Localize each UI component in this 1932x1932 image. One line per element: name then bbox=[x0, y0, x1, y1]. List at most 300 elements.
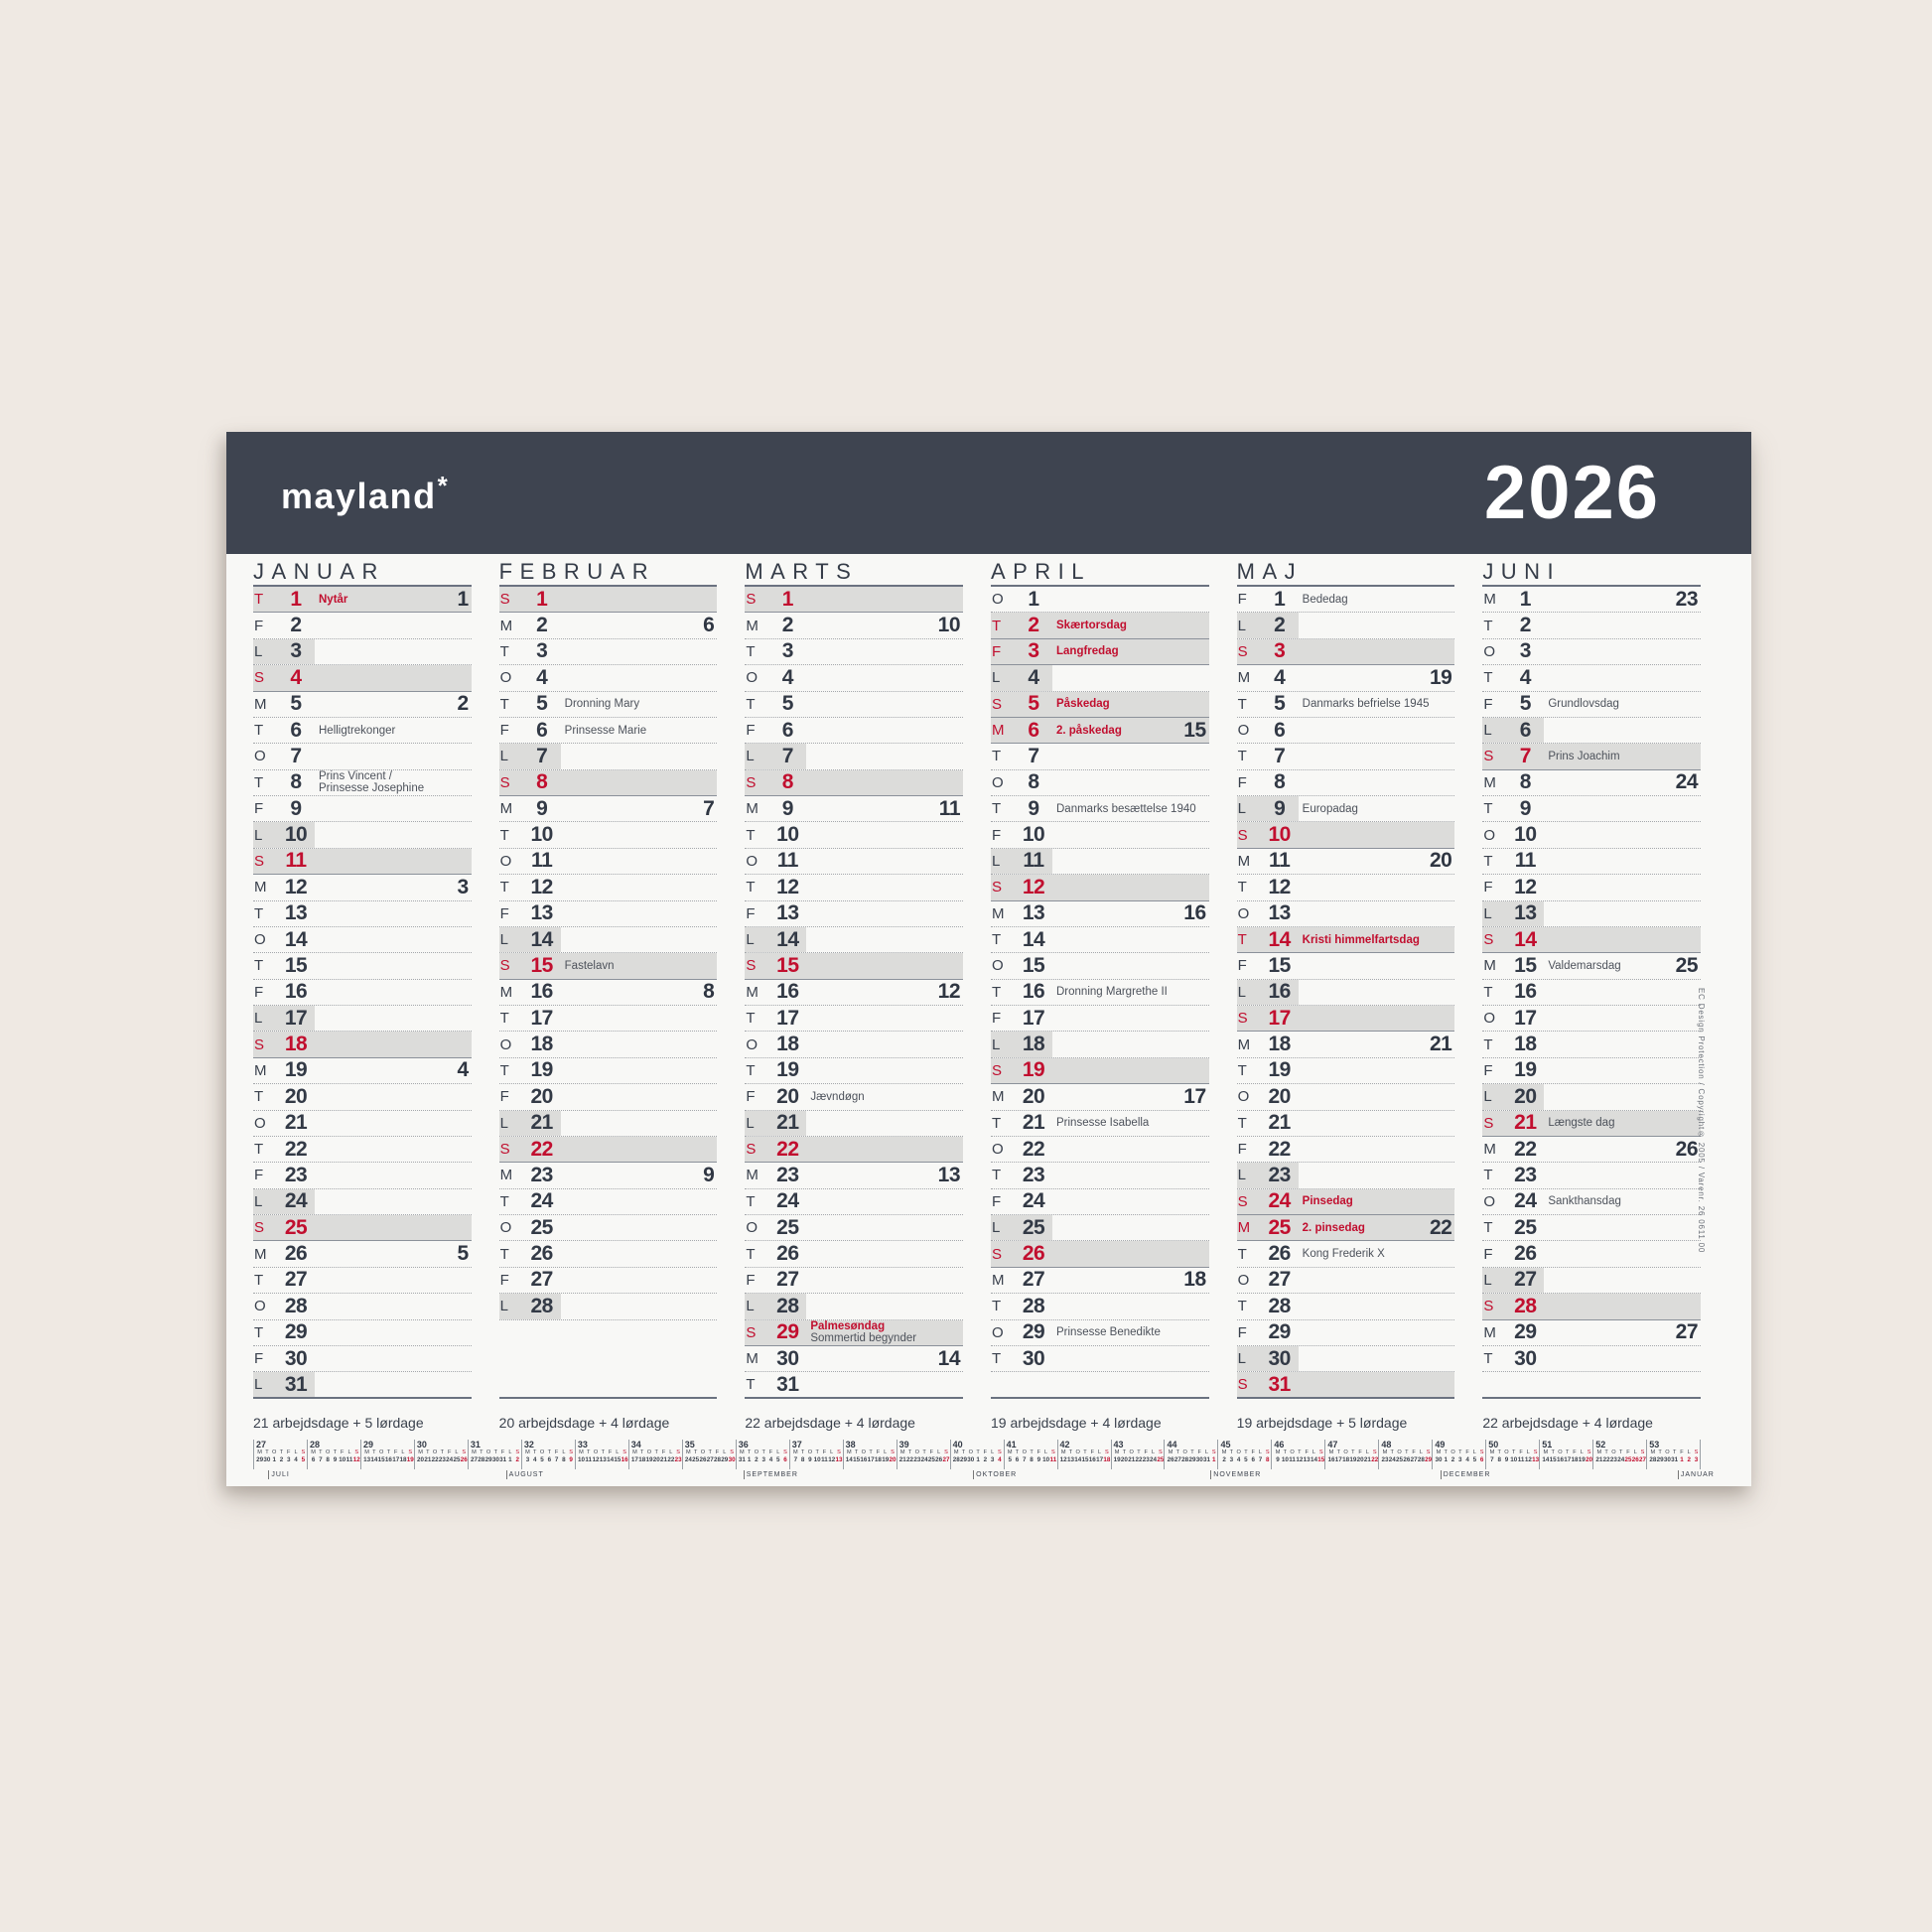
day-number: 15 bbox=[1268, 953, 1291, 977]
day-cell bbox=[1482, 1294, 1544, 1318]
day-cell bbox=[499, 796, 561, 821]
holiday-note: Prins Vincent / bbox=[319, 770, 392, 783]
day-letter: T bbox=[992, 1114, 1002, 1132]
mini-date: 14 bbox=[1074, 1456, 1082, 1463]
day-cell bbox=[1237, 1111, 1299, 1136]
day-cell bbox=[1237, 1032, 1299, 1056]
day-note bbox=[1544, 960, 1664, 972]
mini-day-letter: T bbox=[279, 1449, 284, 1455]
day-april-20 bbox=[991, 1084, 1209, 1110]
mini-week-number: 35 bbox=[684, 1440, 695, 1449]
day-letter: F bbox=[254, 800, 264, 818]
mini-date: 11 bbox=[1517, 1456, 1525, 1463]
day-april-12 bbox=[991, 875, 1209, 900]
day-letter: T bbox=[254, 722, 264, 740]
mini-date: 3 bbox=[761, 1456, 765, 1463]
mini-week-number: 50 bbox=[1488, 1440, 1499, 1449]
day-marts-21 bbox=[745, 1111, 963, 1137]
mini-day-letters bbox=[578, 1449, 628, 1456]
day-cell bbox=[991, 613, 1052, 637]
day-number: 6 bbox=[781, 718, 793, 742]
mini-date: 9 bbox=[569, 1456, 573, 1463]
day-marts-16 bbox=[745, 980, 963, 1006]
mini-day-letter: L bbox=[347, 1449, 351, 1455]
day-februar-7 bbox=[499, 744, 718, 769]
mini-date: 20 bbox=[889, 1456, 897, 1463]
week-number: 22 bbox=[1429, 1215, 1452, 1239]
day-cell bbox=[253, 1137, 315, 1162]
day-letter: T bbox=[1237, 748, 1247, 765]
day-number: 12 bbox=[1268, 875, 1291, 898]
mini-day-letter: L bbox=[669, 1449, 673, 1455]
day-number: 18 bbox=[284, 1033, 308, 1056]
mini-day-letter: F bbox=[554, 1449, 559, 1455]
day-number: 31 bbox=[1268, 1372, 1291, 1396]
mini-dates bbox=[471, 1456, 521, 1464]
mini-day-letter: L bbox=[1419, 1449, 1423, 1455]
day-number: 10 bbox=[530, 823, 553, 847]
day-number: 19 bbox=[1514, 1058, 1537, 1082]
month-maj bbox=[1237, 559, 1455, 1399]
day-cell bbox=[745, 1189, 806, 1214]
day-number: 12 bbox=[530, 875, 553, 898]
mini-day-letter: S bbox=[730, 1449, 734, 1455]
mini-date: 16 bbox=[1327, 1456, 1335, 1463]
mini-date: 15 bbox=[1549, 1456, 1557, 1463]
day-cell bbox=[253, 1372, 315, 1397]
day-letter: F bbox=[1483, 879, 1493, 897]
day-number: 11 bbox=[531, 849, 553, 873]
mini-date: 28 bbox=[1181, 1456, 1189, 1463]
day-number: 23 bbox=[284, 1163, 308, 1186]
day-letter: F bbox=[1237, 957, 1247, 975]
day-cell bbox=[1482, 1084, 1544, 1109]
mini-day-letter: O bbox=[325, 1449, 331, 1455]
day-juni-6 bbox=[1482, 718, 1701, 744]
mini-date: 22 bbox=[906, 1456, 914, 1463]
day-juni-10 bbox=[1482, 822, 1701, 848]
day-number: 6 bbox=[1519, 718, 1531, 742]
day-number: 29 bbox=[1268, 1320, 1291, 1344]
day-letter: L bbox=[1237, 983, 1246, 1001]
day-maj-14 bbox=[1237, 927, 1455, 953]
day-letter: S bbox=[1237, 642, 1248, 660]
mini-date: 2 bbox=[983, 1456, 988, 1463]
day-cell bbox=[499, 1241, 561, 1266]
mini-date: 24 bbox=[1150, 1456, 1158, 1463]
day-letter: M bbox=[254, 1061, 267, 1079]
day-april-28 bbox=[991, 1294, 1209, 1319]
day-number: 2 bbox=[1274, 614, 1286, 637]
day-letter: T bbox=[1483, 1350, 1493, 1368]
mini-day-letters bbox=[631, 1449, 682, 1456]
mini-day-letter: F bbox=[1358, 1449, 1362, 1455]
day-cell bbox=[745, 639, 806, 664]
week-number: 19 bbox=[1429, 665, 1452, 689]
day-letter: T bbox=[746, 1061, 756, 1079]
day-letter: T bbox=[992, 983, 1002, 1001]
mini-date: 18 bbox=[1571, 1456, 1579, 1463]
day-cell bbox=[253, 587, 315, 612]
day-cell bbox=[1482, 822, 1544, 847]
day-cell bbox=[253, 1111, 315, 1136]
day-april-24 bbox=[991, 1189, 1209, 1215]
day-cell bbox=[745, 744, 806, 768]
day-cell bbox=[253, 1294, 315, 1318]
day-letter: M bbox=[1483, 1323, 1496, 1341]
day-cell bbox=[991, 1268, 1052, 1293]
day-cell bbox=[499, 770, 561, 795]
day-number: 29 bbox=[1514, 1320, 1537, 1344]
mini-date: 9 bbox=[333, 1456, 338, 1463]
mini-week-42 bbox=[1057, 1440, 1111, 1469]
mayland-logo bbox=[281, 470, 450, 516]
day-number: 28 bbox=[1268, 1294, 1291, 1317]
mini-day-letter: F bbox=[1626, 1449, 1630, 1455]
mini-week-40 bbox=[950, 1440, 1004, 1469]
day-cell bbox=[745, 770, 806, 795]
mini-day-letter: S bbox=[1211, 1449, 1216, 1455]
day-letter: L bbox=[499, 1114, 508, 1132]
day-januar-27 bbox=[253, 1268, 472, 1294]
mini-date: 25 bbox=[1396, 1456, 1404, 1463]
day-letter: T bbox=[746, 1010, 756, 1028]
mini-date: 8 bbox=[1030, 1456, 1034, 1463]
day-number: 11 bbox=[285, 849, 307, 873]
day-januar-29 bbox=[253, 1320, 472, 1346]
holiday-note: Længste dag bbox=[1548, 1117, 1615, 1130]
mini-day-letter: S bbox=[783, 1449, 787, 1455]
mini-date: 18 bbox=[399, 1456, 407, 1463]
day-cell bbox=[499, 718, 561, 743]
day-number: 14 bbox=[1022, 927, 1045, 951]
day-number: 9 bbox=[1028, 796, 1039, 820]
mini-week-33 bbox=[575, 1440, 628, 1469]
day-februar-2 bbox=[499, 613, 718, 638]
mini-date: 20 bbox=[1120, 1456, 1128, 1463]
mini-day-letter: T bbox=[1175, 1449, 1180, 1455]
day-cell bbox=[745, 718, 806, 743]
mini-day-letter: M bbox=[525, 1449, 530, 1455]
table-bottom-rule bbox=[991, 1397, 1209, 1399]
day-cell bbox=[1482, 1006, 1544, 1031]
month-title-maj: MAJ bbox=[1236, 559, 1304, 584]
day-number: 24 bbox=[1514, 1189, 1537, 1213]
mini-day-letter: F bbox=[661, 1449, 666, 1455]
day-number: 26 bbox=[1022, 1242, 1045, 1266]
day-cell bbox=[253, 1189, 315, 1214]
workdays-summary-marts: 22 arbejdsdage + 4 lørdage bbox=[745, 1415, 915, 1431]
day-number: 26 bbox=[1268, 1242, 1291, 1266]
mini-day-letter: T bbox=[747, 1449, 752, 1455]
day-januar-19 bbox=[253, 1058, 472, 1084]
day-juni-29 bbox=[1482, 1320, 1701, 1346]
day-number: 4 bbox=[536, 665, 548, 689]
day-number: 1 bbox=[290, 587, 302, 611]
day-letter: F bbox=[499, 1271, 509, 1289]
day-letter: O bbox=[499, 852, 512, 870]
day-letter: S bbox=[746, 591, 757, 609]
mini-date: 21 bbox=[1128, 1456, 1136, 1463]
day-number: 17 bbox=[1514, 1006, 1537, 1030]
day-juni-30 bbox=[1482, 1346, 1701, 1372]
mini-date: 20 bbox=[417, 1456, 425, 1463]
day-marts-23 bbox=[745, 1163, 963, 1188]
mini-day-letter: S bbox=[891, 1449, 895, 1455]
day-number: 8 bbox=[1028, 770, 1039, 794]
day-number: 20 bbox=[1514, 1084, 1537, 1108]
day-april-2 bbox=[991, 613, 1209, 638]
mini-date: 18 bbox=[1342, 1456, 1350, 1463]
day-note bbox=[315, 594, 435, 606]
day-cell bbox=[991, 639, 1052, 664]
day-number: 15 bbox=[1514, 953, 1537, 977]
day-letter: O bbox=[992, 957, 1004, 975]
month-table-april bbox=[991, 585, 1209, 1399]
day-cell bbox=[499, 1084, 561, 1109]
day-number: 8 bbox=[1519, 770, 1531, 794]
mini-dates bbox=[631, 1456, 682, 1464]
mini-week-29 bbox=[360, 1440, 414, 1469]
day-note bbox=[1299, 934, 1455, 946]
mini-month-label-januar: JANUAR bbox=[1678, 1470, 1715, 1479]
day-januar-6 bbox=[253, 718, 472, 744]
day-number: 25 bbox=[776, 1215, 799, 1239]
day-cell bbox=[1482, 1320, 1544, 1345]
day-number: 14 bbox=[284, 927, 308, 951]
day-number: 8 bbox=[1274, 770, 1286, 794]
mini-day-letter: M bbox=[472, 1449, 477, 1455]
mini-day-letter: O bbox=[485, 1449, 491, 1455]
mini-date: 15 bbox=[853, 1456, 861, 1463]
mini-day-letter: F bbox=[768, 1449, 773, 1455]
day-letter: L bbox=[499, 931, 508, 949]
mini-date: 7 bbox=[1490, 1456, 1494, 1463]
mini-dates bbox=[1327, 1456, 1378, 1464]
day-marts-17 bbox=[745, 1006, 963, 1032]
day-marts-13 bbox=[745, 901, 963, 927]
mini-date: 18 bbox=[874, 1456, 882, 1463]
day-cell bbox=[253, 665, 315, 690]
month-table-februar bbox=[499, 585, 718, 1399]
day-number: 25 bbox=[1022, 1215, 1045, 1239]
day-april-4 bbox=[991, 665, 1209, 691]
day-januar-22 bbox=[253, 1137, 472, 1163]
mini-day-letter: T bbox=[639, 1449, 644, 1455]
day-april-19 bbox=[991, 1058, 1209, 1084]
mini-week-37 bbox=[789, 1440, 843, 1469]
day-marts-1 bbox=[745, 587, 963, 613]
day-cell bbox=[1482, 665, 1544, 690]
day-juni-19 bbox=[1482, 1058, 1701, 1084]
mini-date: 7 bbox=[1023, 1456, 1027, 1463]
day-letter: O bbox=[992, 591, 1004, 609]
day-letter: F bbox=[746, 722, 756, 740]
day-cell bbox=[745, 1241, 806, 1266]
day-letter: T bbox=[254, 1271, 264, 1289]
day-cell bbox=[1482, 1058, 1544, 1083]
day-cell bbox=[1237, 1189, 1299, 1214]
mini-date: 4 bbox=[1236, 1456, 1241, 1463]
mini-week-47 bbox=[1324, 1440, 1378, 1469]
mini-day-letter: M bbox=[846, 1449, 852, 1455]
day-number: 1 bbox=[1274, 587, 1286, 611]
mini-month-label-juli: JULI bbox=[268, 1470, 289, 1479]
day-letter: L bbox=[254, 642, 263, 660]
mini-week-number: 33 bbox=[577, 1440, 588, 1449]
day-number: 24 bbox=[776, 1189, 799, 1213]
day-cell bbox=[499, 1032, 561, 1056]
day-letter: S bbox=[1483, 748, 1494, 765]
mini-day-letter: T bbox=[601, 1449, 605, 1455]
week-number: 26 bbox=[1675, 1137, 1698, 1161]
mini-date: 24 bbox=[446, 1456, 454, 1463]
mini-date: 13 bbox=[835, 1456, 843, 1463]
holiday-note: Helligtrekonger bbox=[319, 724, 396, 737]
mini-date: 10 bbox=[1510, 1456, 1518, 1463]
month-table-marts bbox=[745, 585, 963, 1399]
day-number: 14 bbox=[530, 927, 553, 951]
day-februar-8 bbox=[499, 770, 718, 796]
day-cell bbox=[253, 849, 315, 874]
day-number: 4 bbox=[781, 665, 793, 689]
day-februar-12 bbox=[499, 875, 718, 900]
day-maj-20 bbox=[1237, 1084, 1455, 1110]
mini-date: 4 bbox=[768, 1456, 773, 1463]
day-letter: T bbox=[1237, 931, 1247, 949]
day-number: 11 bbox=[776, 849, 798, 873]
day-letter: T bbox=[1237, 1114, 1247, 1132]
day-number: 21 bbox=[1268, 1111, 1291, 1135]
day-cell bbox=[745, 1032, 806, 1056]
day-letter: L bbox=[992, 852, 1001, 870]
day-april-17 bbox=[991, 1006, 1209, 1032]
mini-date: 31 bbox=[1203, 1456, 1211, 1463]
day-number: 2 bbox=[536, 614, 548, 637]
mini-week-31 bbox=[468, 1440, 521, 1469]
day-juni-26 bbox=[1482, 1241, 1701, 1267]
day-maj-11 bbox=[1237, 849, 1455, 875]
week-number: 1 bbox=[457, 587, 469, 611]
day-note bbox=[315, 725, 472, 737]
week-number: 12 bbox=[937, 980, 960, 1004]
day-cell bbox=[1237, 1006, 1299, 1031]
mini-date: 21 bbox=[1595, 1456, 1603, 1463]
mini-date: 15 bbox=[377, 1456, 385, 1463]
mini-date: 27 bbox=[1173, 1456, 1181, 1463]
day-letter: O bbox=[499, 669, 512, 687]
day-cell bbox=[1482, 901, 1544, 926]
mini-date: 25 bbox=[1624, 1456, 1632, 1463]
mini-date: 1 bbox=[1444, 1456, 1448, 1463]
day-cell bbox=[991, 1111, 1052, 1136]
day-letter: T bbox=[1483, 669, 1493, 687]
day-juni-28 bbox=[1482, 1294, 1701, 1319]
day-cell bbox=[253, 613, 315, 637]
mini-week-32 bbox=[521, 1440, 575, 1469]
week-number: 9 bbox=[703, 1163, 715, 1186]
mini-dates bbox=[685, 1456, 736, 1464]
day-cell bbox=[991, 796, 1052, 821]
mini-day-letter: T bbox=[587, 1449, 591, 1455]
day-letter: O bbox=[1237, 722, 1250, 740]
day-number: 7 bbox=[536, 744, 548, 767]
mini-date: 1 bbox=[508, 1456, 512, 1463]
day-number: 7 bbox=[290, 744, 302, 767]
day-cell bbox=[1237, 1084, 1299, 1109]
mini-week-34 bbox=[628, 1440, 682, 1469]
day-letter: M bbox=[1237, 1035, 1251, 1053]
day-number: 1 bbox=[781, 587, 793, 611]
day-letter: S bbox=[992, 879, 1003, 897]
day-cell bbox=[745, 1215, 806, 1240]
day-cell bbox=[253, 770, 315, 795]
workdays-summary-april: 19 arbejdsdage + 4 lørdage bbox=[991, 1415, 1162, 1431]
mini-date: 1 bbox=[1680, 1456, 1684, 1463]
day-cell bbox=[253, 744, 315, 768]
day-cell bbox=[253, 1320, 315, 1345]
mini-day-letter: O bbox=[1665, 1449, 1670, 1455]
workdays-summary-juni: 22 arbejdsdage + 4 lørdage bbox=[1482, 1415, 1653, 1431]
mini-day-letter: T bbox=[265, 1449, 269, 1455]
day-januar-25 bbox=[253, 1215, 472, 1241]
day-cell bbox=[991, 980, 1052, 1005]
day-januar-23 bbox=[253, 1163, 472, 1188]
day-letter: O bbox=[992, 1141, 1004, 1159]
day-februar-4 bbox=[499, 665, 718, 691]
mini-day-letter: S bbox=[1640, 1449, 1645, 1455]
day-cell bbox=[1237, 1163, 1299, 1187]
mini-day-letter: T bbox=[976, 1449, 980, 1455]
mini-day-letter: S bbox=[1479, 1449, 1484, 1455]
mini-day-letter: O bbox=[1558, 1449, 1563, 1455]
day-letter: F bbox=[499, 722, 509, 740]
mini-date: 14 bbox=[845, 1456, 853, 1463]
mini-date: 30 bbox=[1435, 1456, 1443, 1463]
mini-week-number: 43 bbox=[1113, 1440, 1124, 1449]
mini-dates bbox=[578, 1456, 628, 1464]
mini-date: 21 bbox=[424, 1456, 432, 1463]
day-cell bbox=[745, 1346, 806, 1371]
day-letter: S bbox=[499, 773, 510, 791]
mini-day-letter: O bbox=[1022, 1449, 1027, 1455]
day-januar-18 bbox=[253, 1032, 472, 1057]
day-cell bbox=[1482, 1137, 1544, 1162]
mini-date: 29 bbox=[1656, 1456, 1664, 1463]
day-number: 5 bbox=[1274, 692, 1286, 716]
day-number: 8 bbox=[781, 770, 793, 794]
day-letter: S bbox=[746, 773, 757, 791]
mini-week-53 bbox=[1646, 1440, 1701, 1469]
mini-day-letter: T bbox=[1336, 1449, 1340, 1455]
mini-date: 16 bbox=[1556, 1456, 1564, 1463]
mini-date: 8 bbox=[1497, 1456, 1501, 1463]
day-cell bbox=[991, 1137, 1052, 1162]
mini-day-letter: T bbox=[1137, 1449, 1141, 1455]
day-cell bbox=[499, 639, 561, 664]
day-cell bbox=[745, 1268, 806, 1293]
day-letter: T bbox=[254, 957, 264, 975]
day-januar-20 bbox=[253, 1084, 472, 1110]
day-number: 11 bbox=[1514, 849, 1536, 873]
day-februar-6 bbox=[499, 718, 718, 744]
day-cell bbox=[991, 718, 1052, 743]
day-letter: M bbox=[499, 617, 513, 634]
mini-day-letter: T bbox=[800, 1449, 805, 1455]
day-note bbox=[806, 1091, 963, 1103]
day-januar-4 bbox=[253, 665, 472, 691]
day-number: 16 bbox=[1268, 980, 1291, 1004]
